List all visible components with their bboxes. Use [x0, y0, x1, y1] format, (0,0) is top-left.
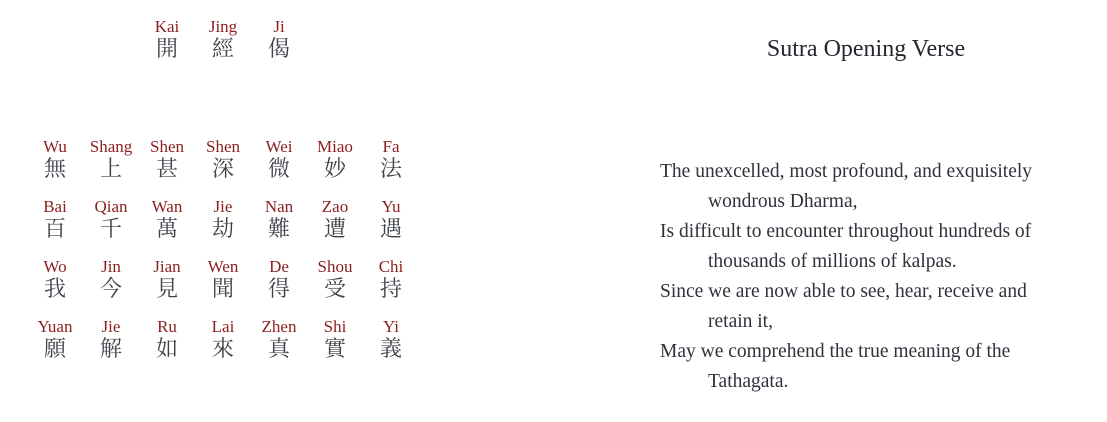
hanzi-character: 百 — [43, 216, 66, 241]
pinyin-label: Shang — [89, 137, 133, 156]
pinyin-label: Shen — [150, 137, 184, 156]
hanzi-character: 聞 — [211, 276, 234, 301]
pinyin-label: Jing — [208, 17, 238, 36]
syllable-cell — [251, 138, 307, 182]
pinyin-label: Nan — [264, 197, 294, 216]
chant-title-row — [27, 18, 419, 62]
pinyin-label: Wo — [43, 257, 67, 276]
hanzi-character: 開 — [155, 36, 178, 61]
syllable-cell — [363, 258, 419, 302]
pinyin-label: Wu — [43, 137, 67, 156]
translation-line: retain it, — [708, 311, 773, 332]
translation-line: wondrous Dharma, — [708, 191, 858, 212]
syllable-cell — [195, 18, 251, 62]
hanzi-character: 解 — [99, 336, 122, 361]
pinyin-label: Wei — [265, 137, 293, 156]
syllable-cell — [307, 198, 363, 242]
syllable-cell — [27, 138, 83, 182]
syllable-cell — [83, 138, 139, 182]
pinyin-label: Ji — [273, 17, 285, 36]
chant-verse-row — [27, 198, 419, 242]
hanzi-character: 千 — [99, 216, 122, 241]
translation-line: thousands of millions of kalpas. — [708, 251, 957, 272]
hanzi-character: 得 — [267, 276, 290, 301]
hanzi-character: 妙 — [323, 156, 346, 181]
hanzi-character: 上 — [99, 156, 122, 181]
pinyin-label: Ru — [157, 317, 177, 336]
hanzi-character: 受 — [323, 276, 346, 301]
hanzi-character: 持 — [379, 276, 402, 301]
hanzi-character: 來 — [211, 336, 234, 361]
syllable-cell — [139, 18, 195, 62]
hanzi-character: 難 — [267, 216, 290, 241]
hanzi-character: 遭 — [323, 216, 346, 241]
syllable-cell — [27, 318, 83, 362]
hanzi-character: 無 — [43, 156, 66, 181]
translation-line: Tathagata. — [708, 371, 789, 392]
pinyin-label: Miao — [317, 137, 353, 156]
syllable-cell — [83, 198, 139, 242]
pinyin-label: Jie — [101, 317, 121, 336]
pinyin-label: Lai — [211, 317, 235, 336]
syllable-cell — [251, 198, 307, 242]
syllable-cell — [195, 138, 251, 182]
translation-line: May we comprehend the true meaning of the — [660, 341, 1011, 362]
syllable-cell — [139, 138, 195, 182]
hanzi-character: 微 — [267, 156, 290, 181]
pinyin-label: De — [269, 257, 289, 276]
syllable-cell — [195, 318, 251, 362]
syllable-cell — [363, 318, 419, 362]
syllable-cell — [139, 258, 195, 302]
translation-title: Sutra Opening Verse — [766, 36, 966, 62]
pinyin-label: Bai — [43, 197, 67, 216]
hanzi-character: 劫 — [211, 216, 234, 241]
hanzi-character: 願 — [43, 336, 66, 361]
hanzi-character: 今 — [99, 276, 122, 301]
syllable-cell — [251, 318, 307, 362]
syllable-cell — [195, 258, 251, 302]
pinyin-label: Jian — [153, 257, 181, 276]
hanzi-character: 萬 — [155, 216, 178, 241]
hanzi-character: 見 — [155, 276, 178, 301]
hanzi-character: 如 — [155, 336, 178, 361]
hanzi-character: 真 — [267, 336, 290, 361]
pinyin-label: Yi — [382, 317, 400, 336]
syllable-cell — [363, 198, 419, 242]
hanzi-character: 義 — [379, 336, 402, 361]
pinyin-label: Shi — [323, 317, 347, 336]
pinyin-label: Wen — [207, 257, 239, 276]
syllable-cell — [251, 258, 307, 302]
syllable-cell — [195, 198, 251, 242]
pinyin-label: Yu — [381, 197, 401, 216]
pinyin-label: Kai — [154, 17, 180, 36]
pinyin-label: Zao — [321, 197, 349, 216]
pinyin-label: Qian — [94, 197, 128, 216]
syllable-cell — [307, 318, 363, 362]
pinyin-label: Jin — [101, 257, 121, 276]
syllable-cell — [27, 198, 83, 242]
translation-line: Is difficult to encounter throughout hundreds of — [660, 221, 1032, 242]
translation-line: Since we are now able to see, hear, receive and — [660, 281, 1027, 302]
pinyin-label: Yuan — [37, 317, 73, 336]
hanzi-character: 遇 — [379, 216, 402, 241]
pinyin-label: Shen — [206, 137, 240, 156]
syllable-cell — [139, 318, 195, 362]
pinyin-label: Zhen — [261, 317, 297, 336]
translation-lines — [660, 157, 1072, 397]
syllable-cell — [363, 138, 419, 182]
hanzi-character: 法 — [379, 156, 402, 181]
hanzi-character: 甚 — [155, 156, 178, 181]
syllable-cell — [307, 138, 363, 182]
translation-line: The unexcelled, most profound, and exquisitely — [660, 161, 1033, 182]
hanzi-character: 深 — [211, 156, 234, 181]
syllable-cell — [83, 318, 139, 362]
pinyin-label: Chi — [378, 257, 404, 276]
syllable-cell — [83, 258, 139, 302]
hanzi-character: 經 — [211, 36, 234, 61]
hanzi-character: 實 — [323, 336, 346, 361]
chant-verse-row — [27, 138, 419, 182]
chant-verse-row — [27, 258, 419, 302]
pinyin-label: Wan — [151, 197, 183, 216]
syllable-cell — [139, 198, 195, 242]
pinyin-label: Jie — [213, 197, 233, 216]
chant-block — [27, 18, 419, 378]
hanzi-character: 我 — [43, 276, 66, 301]
pinyin-label: Fa — [382, 137, 400, 156]
hanzi-character: 偈 — [267, 36, 290, 61]
syllable-cell — [251, 18, 307, 62]
translation-block — [660, 36, 1072, 397]
syllable-cell — [27, 258, 83, 302]
chant-verse-row — [27, 318, 419, 362]
syllable-cell — [307, 258, 363, 302]
pinyin-label: Shou — [317, 257, 353, 276]
